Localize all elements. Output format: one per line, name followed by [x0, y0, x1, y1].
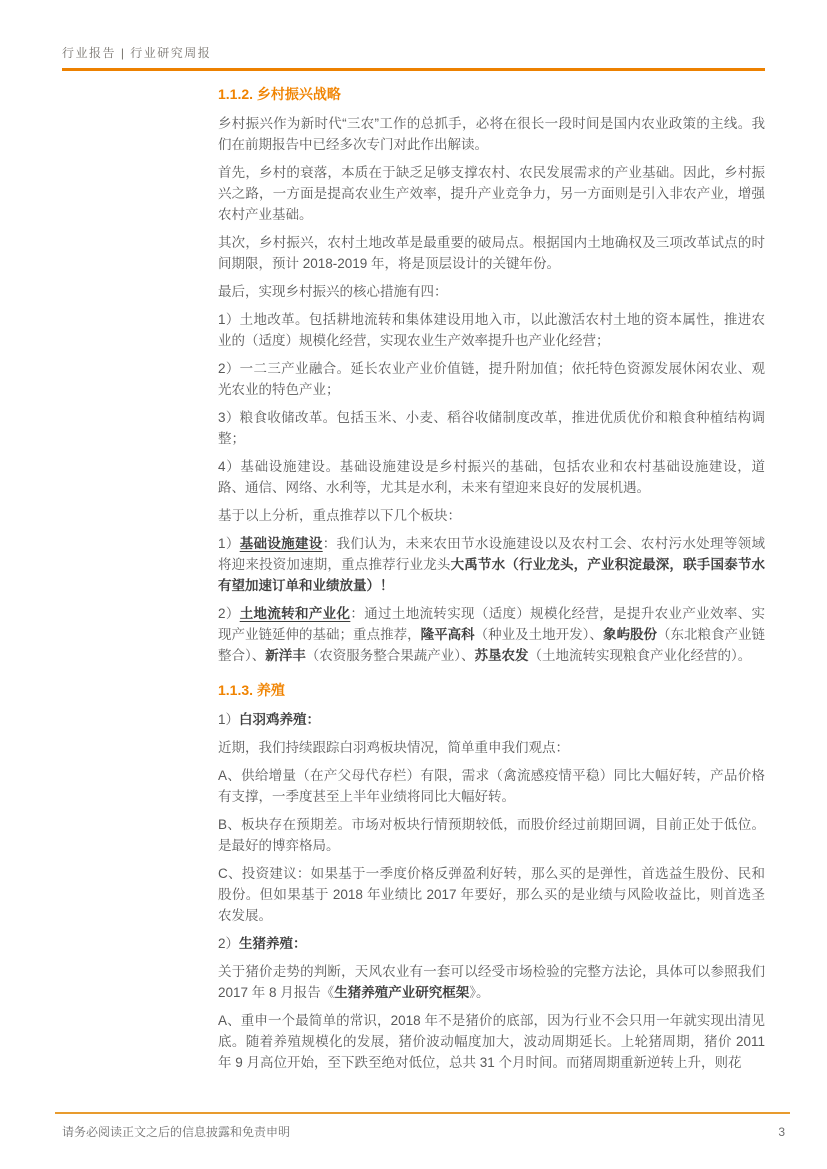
para-measure-1-land-reform	[218, 309, 765, 351]
text-run: 乡村振兴作为新时代“三农”工作的总抓手，必将在很长一段时间是国内农业政策的主线。我们在前期报告中已经多次专门对此作出解读。	[218, 116, 765, 152]
text-run: ：我们认为，未来农田节水设施建设以及农村工会、农村污水处理等领域将迎来投资加速期，重点推荐行业龙头	[218, 536, 766, 572]
para-chicken-tracking	[218, 737, 765, 758]
para-rural-decline	[218, 162, 765, 225]
text-run: （东北粮食产业链整合）、	[218, 627, 766, 663]
footer-divider	[55, 1112, 790, 1114]
para-recommended-sectors-intro	[218, 505, 765, 526]
stock-name-xiangyu: 象屿股份	[602, 627, 657, 642]
para-rural-revitalization-intro	[218, 113, 765, 155]
stock-name-dayu-water-saving: 大禹节水（行业龙头，产业积淀最深，联手国泰节水有望加速订单和业绩放量）！	[218, 557, 766, 593]
text-run: 2）	[218, 936, 240, 951]
text-run: 1）	[218, 712, 240, 727]
emphasis-underline: 基础设施建设	[239, 536, 323, 551]
para-point-a-common-sense	[218, 1010, 765, 1073]
report-title-reference: 生猪养殖产业研究框架	[334, 985, 470, 1000]
footer-disclaimer: 请务必阅读正文之后的信息披露和免责申明	[62, 1125, 291, 1139]
text-run: （种业及土地开发）、	[474, 627, 603, 642]
text-run: 4）基础设施建设。基础设施建设是乡村振兴的基础，包括农业和农村基础设施建设，道路、通信、网络、水利等，尤其是水利，未来有望迎来良好的发展机遇。	[218, 459, 765, 495]
para-measure-4-infrastructure	[218, 456, 765, 498]
emphasis-underline: 土地流转和产业化	[239, 606, 351, 621]
para-recommendation-land-transfer	[218, 603, 765, 666]
para-measure-3-grain-storage-reform	[218, 407, 765, 449]
text-run: ：通过土地流转实现（适度）规模化经营，是提升农业产业效率、实现产业链延伸的基础；重点推荐，	[218, 606, 766, 642]
para-four-core-measures	[218, 281, 765, 302]
report-body	[218, 84, 765, 1080]
text-run: B、板块存在预期差。市场对板块行情预期较低，而股价经过前期回调，目前正处于低位。是最好的博弈格局。	[218, 817, 765, 853]
text-run: 关于猪价走势的判断，天风农业有一套可以经受市场检验的完整方法论，具体可以参照我们 2017 年 8 月报告《	[218, 964, 765, 1000]
para-measure-2-industry-integration	[218, 358, 765, 400]
text-run: （农资服务整合果蔬产业）、	[305, 648, 475, 663]
text-run: A、重申一个最简单的常识，2018 年不是猪价的底部，因为行业不会只用一年就实现出清见底。随着养殖规模化的发展，猪价波动幅度加大，波动周期延长。上轮猪周期，猪价 2011 年 9 月高位开始，至下跌至绝对低位，总共 31 个月时间。而猪周期重新逆转上升，则花	[218, 1013, 765, 1070]
emphasis-bold: 生猪养殖：	[239, 936, 307, 951]
stock-name-sukenongfa: 苏垦农发	[474, 648, 529, 663]
para-recommendation-infrastructure	[218, 533, 765, 596]
stock-name-longping-hitech: 隆平高科	[420, 627, 475, 642]
emphasis-bold: 白羽鸡养殖：	[239, 712, 321, 727]
text-run: 近期，我们持续跟踪白羽鸡板块情况，简单重申我们观点：	[218, 740, 569, 755]
text-run: 首先，乡村的衰落，本质在于缺乏足够支撑农村、农民发展需求的产业基础。因此，乡村振兴之路，一方面是提高农业生产效率，提升产业竞争力，另一方面则是引入非农产业，增强农村产业基础。	[218, 165, 765, 222]
text-run: 最后，实现乡村振兴的核心措施有四：	[218, 284, 448, 299]
para-land-reform-breakthrough	[218, 232, 765, 274]
page-footer	[55, 1112, 790, 1140]
text-run: 》。	[469, 985, 490, 1000]
text-run: 1）	[218, 536, 240, 551]
header-divider	[62, 68, 765, 71]
text-run: 其次，乡村振兴，农村土地改革是最重要的破局点。根据国内土地确权及三项改革试点的时间期限，预计 2018-2019 年，将是顶层设计的关键年份。	[218, 235, 765, 271]
para-point-a-supply	[218, 765, 765, 807]
page-header	[62, 44, 765, 71]
text-run: C、投资建议：如果基于一季度价格反弹盈利好转，那么买的是弹性，首选益生股份、民和股份。但如果基于 2018 年业绩比 2017 年要好，那么买的是业绩与风险收益比，则首选圣农发展。	[218, 866, 765, 923]
text-run: A、供给增量（在产父母代存栏）有限，需求（禽流感疫情平稳）同比大幅好转，产品价格有支撑，一季度甚至上半年业绩将同比大幅好转。	[218, 768, 765, 804]
para-hog-price-methodology	[218, 961, 765, 1003]
report-type-label: 行业报告 | 行业研究周报	[62, 46, 212, 60]
section-heading-breeding: 1.1.3. 养殖	[218, 682, 285, 698]
text-run: 2）	[218, 606, 240, 621]
page-number: 3	[778, 1125, 785, 1139]
para-point-b-expectation-gap	[218, 814, 765, 856]
stock-name-xinyangfeng: 新洋丰	[265, 648, 306, 663]
para-hog-breeding-title	[218, 933, 765, 954]
text-run: 2）一二三产业融合。延长农业产业价值链，提升附加值；依托特色资源发展休闲农业、观光农业的特色产业；	[218, 361, 765, 397]
para-point-c-investment-advice	[218, 863, 765, 926]
text-run: （土地流转实现粮食产业化经营的）。	[528, 648, 752, 663]
section-heading-rural-revitalization: 1.1.2. 乡村振兴战略	[218, 86, 341, 102]
text-run: 3）粮食收储改革。包括玉米、小麦、稻谷收储制度改革，推进优质优价和粮食种植结构调整；	[218, 410, 765, 446]
para-white-feather-chicken-title	[218, 709, 765, 730]
text-run: 1）土地改革。包括耕地流转和集体建设用地入市，以此激活农村土地的资本属性，推进农业的（适度）规模化经营，实现农业生产效率提升也产业化经营；	[218, 312, 765, 348]
text-run: 基于以上分析，重点推荐以下几个板块：	[218, 508, 461, 523]
